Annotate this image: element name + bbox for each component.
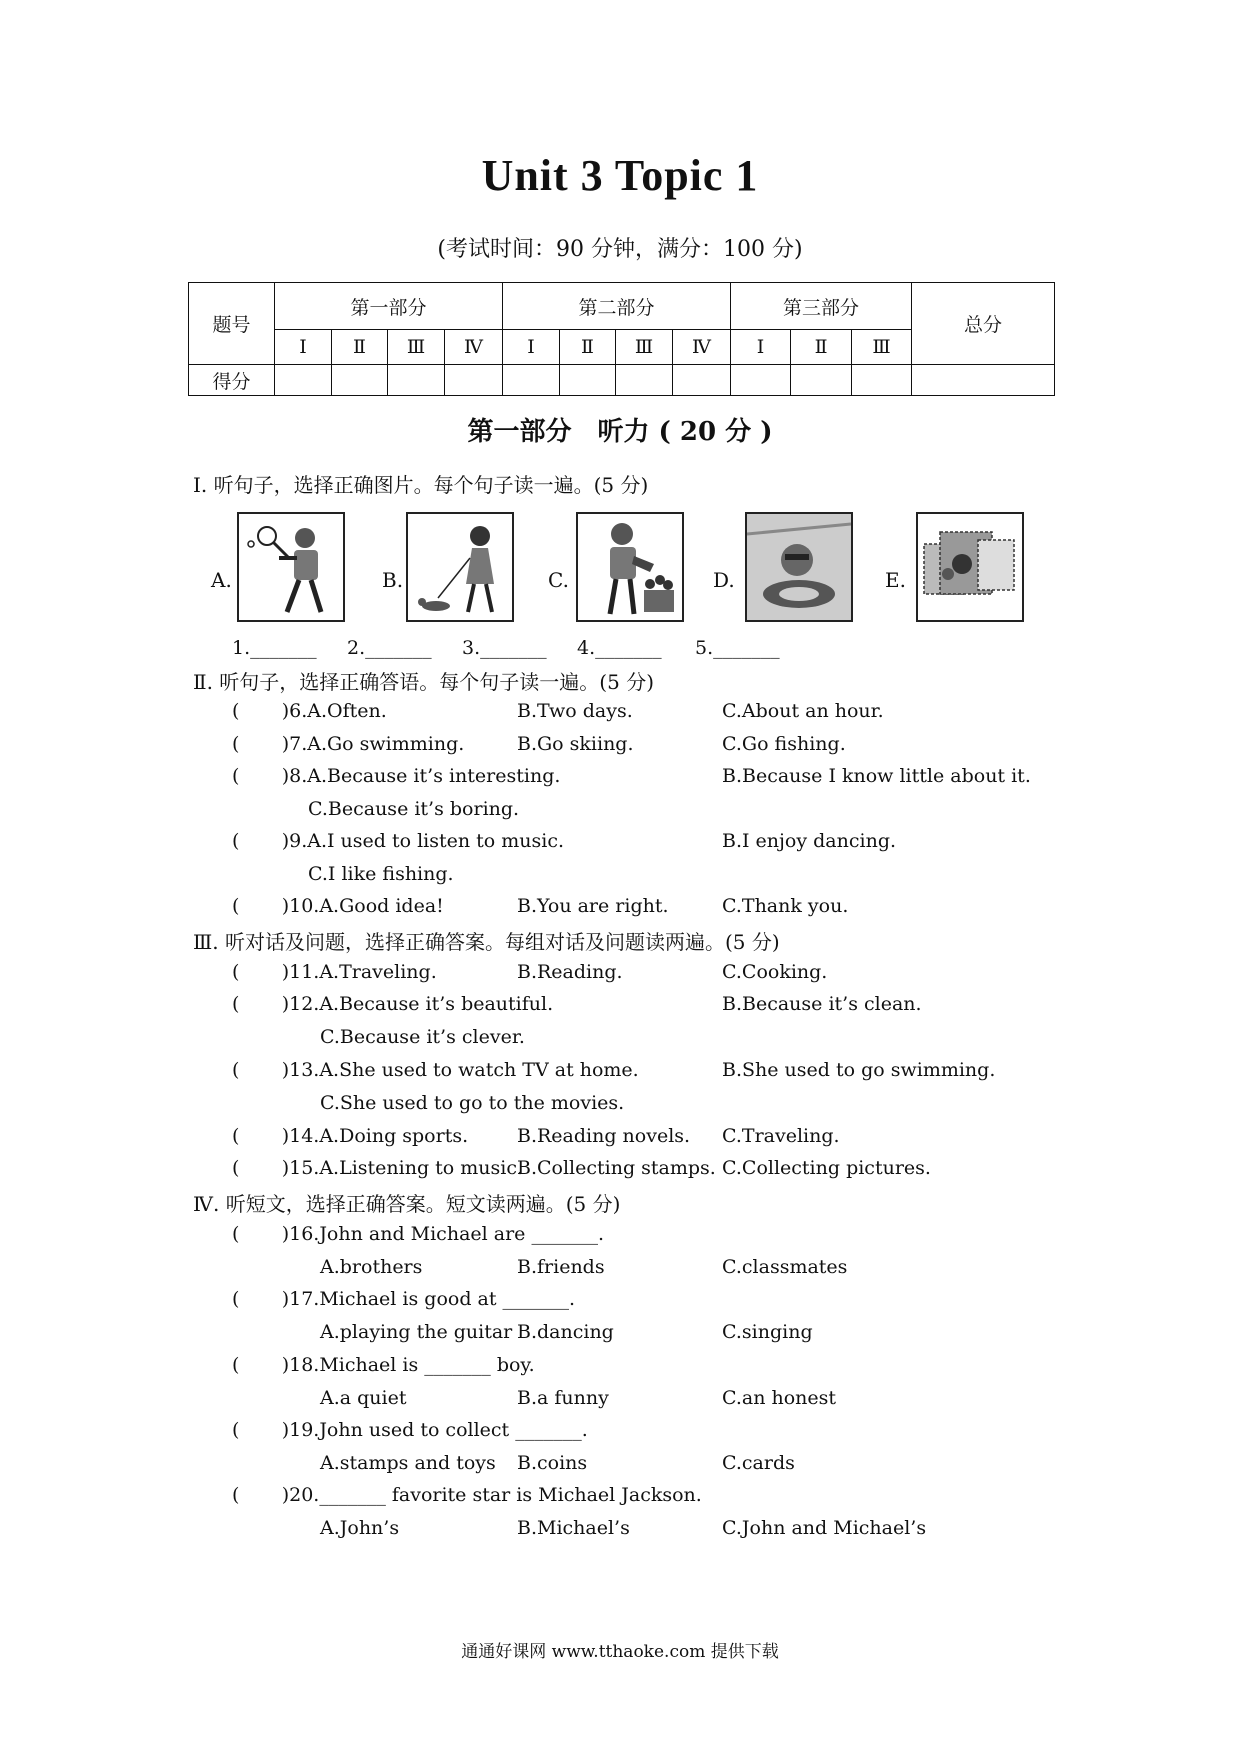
sub-header: Ⅰ [275, 330, 332, 365]
option-c: C.Thank you. [722, 895, 849, 917]
option-b: B.Reading. [517, 961, 623, 983]
option-c: C.Go fishing. [722, 733, 846, 755]
sub-header: Ⅰ [731, 330, 791, 365]
option-a: A.a quiet [320, 1387, 407, 1409]
picture-label-b: B. [382, 568, 404, 592]
score-table [188, 282, 1055, 396]
header-part3: 第三部分 [731, 283, 912, 330]
answer-blank[interactable]: 3._______ [462, 637, 547, 659]
picture-label-a: A. [211, 568, 232, 592]
section-1-heading: Ⅰ. 听句子，选择正确图片。每个句子读一遍。(5 分) [193, 473, 649, 497]
question-13: ( )13.A.She used to watch TV at home. [232, 1059, 639, 1081]
question-16: ( )16.John and Michael are _______. [232, 1223, 604, 1245]
picture-a [237, 512, 345, 622]
question-9: ( )9.A.I used to listen to music. [232, 830, 565, 852]
picture-d [745, 512, 853, 622]
score-cell[interactable] [673, 365, 731, 396]
question-14: ( )14.A.Doing sports. [232, 1125, 469, 1147]
question-19: ( )19.John used to collect _______. [232, 1419, 588, 1441]
exam-info: (考试时间：90 分钟，满分：100 分) [437, 237, 803, 262]
option-b: B.Two days. [517, 700, 633, 722]
header-part2: 第二部分 [503, 283, 731, 330]
sub-header: Ⅲ [388, 330, 445, 365]
sub-header: Ⅰ [503, 330, 560, 365]
option-c: C.Because it’s boring. [308, 798, 520, 820]
score-cell[interactable] [912, 365, 1055, 396]
section-3-heading: Ⅲ. 听对话及问题，选择正确答案。每组对话及问题读两遍。(5 分) [193, 930, 780, 954]
question-7: ( )7.A.Go swimming. [232, 733, 465, 755]
option-b: B.I enjoy dancing. [722, 830, 897, 852]
option-c: C.I like fishing. [308, 863, 454, 885]
score-cell[interactable] [445, 365, 503, 396]
option-b: B.You are right. [517, 895, 669, 917]
option-c: C.She used to go to the movies. [320, 1092, 625, 1114]
option-c: C.an honest [722, 1387, 837, 1409]
header-total: 总分 [912, 283, 1055, 365]
swimming-illustration [747, 514, 851, 620]
question-8: ( )8.A.Because it’s interesting. [232, 765, 561, 787]
answer-blank[interactable]: 1._______ [232, 637, 317, 659]
option-c: C.Traveling. [722, 1125, 840, 1147]
question-20: ( )20._______ favorite star is Michael Jackson. [232, 1484, 702, 1506]
option-b: B.Because it’s clean. [722, 993, 922, 1015]
answer-blank[interactable]: 5._______ [695, 637, 780, 659]
option-b: B.Collecting stamps. [517, 1157, 716, 1179]
sub-header: Ⅱ [332, 330, 388, 365]
score-cell[interactable] [791, 365, 852, 396]
question-18: ( )18.Michael is _______ boy. [232, 1354, 535, 1376]
sub-header: Ⅲ [852, 330, 912, 365]
option-a: A.John’s [320, 1517, 400, 1539]
sub-header: Ⅳ [445, 330, 503, 365]
part1-heading: 第一部分 听力 ( 20 分 ) [467, 417, 773, 447]
option-c: C.Because it’s clever. [320, 1026, 525, 1048]
option-c: C.John and Michael’s [722, 1517, 927, 1539]
picture-c [576, 512, 684, 622]
option-c: C.cards [722, 1452, 795, 1474]
row-label-number: 题号 [189, 283, 275, 365]
option-a: A.stamps and toys [320, 1452, 496, 1474]
option-c: C.Cooking. [722, 961, 828, 983]
score-cell[interactable] [731, 365, 791, 396]
section-4-heading: Ⅳ. 听短文，选择正确答案。短文读两遍。(5 分) [193, 1192, 621, 1216]
option-c: C.About an hour. [722, 700, 884, 722]
option-b: B.She used to go swimming. [722, 1059, 996, 1081]
option-a: A.brothers [320, 1256, 423, 1278]
sub-header: Ⅲ [616, 330, 673, 365]
footer-credit: 通通好课网 www.tthaoke.com 提供下载 [461, 1642, 779, 1662]
sub-header: Ⅳ [673, 330, 731, 365]
score-cell[interactable] [616, 365, 673, 396]
question-6: ( )6.A.Often. [232, 700, 387, 722]
answer-blank[interactable]: 2._______ [347, 637, 432, 659]
option-b: B.coins [517, 1452, 588, 1474]
score-cell[interactable] [503, 365, 560, 396]
score-cell[interactable] [560, 365, 616, 396]
option-c: C.Collecting pictures. [722, 1157, 931, 1179]
section-2-heading: Ⅱ. 听句子，选择正确答语。每个句子读一遍。(5 分) [193, 670, 654, 694]
picture-label-d: D. [713, 568, 735, 592]
answer-blank[interactable]: 4._______ [577, 637, 662, 659]
row-label-score: 得分 [189, 365, 275, 396]
score-cell[interactable] [275, 365, 332, 396]
option-c: C.classmates [722, 1256, 848, 1278]
picture-label-e: E. [885, 568, 906, 592]
option-b: B.Because I know little about it. [722, 765, 1031, 787]
question-12: ( )12.A.Because it’s beautiful. [232, 993, 554, 1015]
option-b: B.dancing [517, 1321, 614, 1343]
picture-label-c: C. [548, 568, 569, 592]
watering-flowers-illustration [578, 514, 682, 620]
option-a: A.playing the guitar [320, 1321, 513, 1343]
option-b: B.a funny [517, 1387, 609, 1409]
option-b: B.Go skiing. [517, 733, 634, 755]
dog-walking-illustration [408, 514, 512, 620]
option-b: B.Michael’s [517, 1517, 630, 1539]
stamps-illustration [918, 514, 1022, 620]
score-cell[interactable] [388, 365, 445, 396]
option-c: C.singing [722, 1321, 813, 1343]
page-title: Unit 3 Topic 1 [481, 151, 759, 200]
question-11: ( )11.A.Traveling. [232, 961, 437, 983]
sub-header: Ⅱ [791, 330, 852, 365]
ping-pong-player-illustration [239, 514, 343, 620]
option-b: B.friends [517, 1256, 605, 1278]
sub-header: Ⅱ [560, 330, 616, 365]
question-17: ( )17.Michael is good at _______. [232, 1288, 576, 1310]
score-cell[interactable] [852, 365, 912, 396]
header-part1: 第一部分 [275, 283, 503, 330]
question-10: ( )10.A.Good idea! [232, 895, 444, 917]
score-cell[interactable] [332, 365, 388, 396]
picture-e [916, 512, 1024, 622]
question-15: ( )15.A.Listening to music. [232, 1157, 524, 1179]
picture-b [406, 512, 514, 622]
option-b: B.Reading novels. [517, 1125, 691, 1147]
